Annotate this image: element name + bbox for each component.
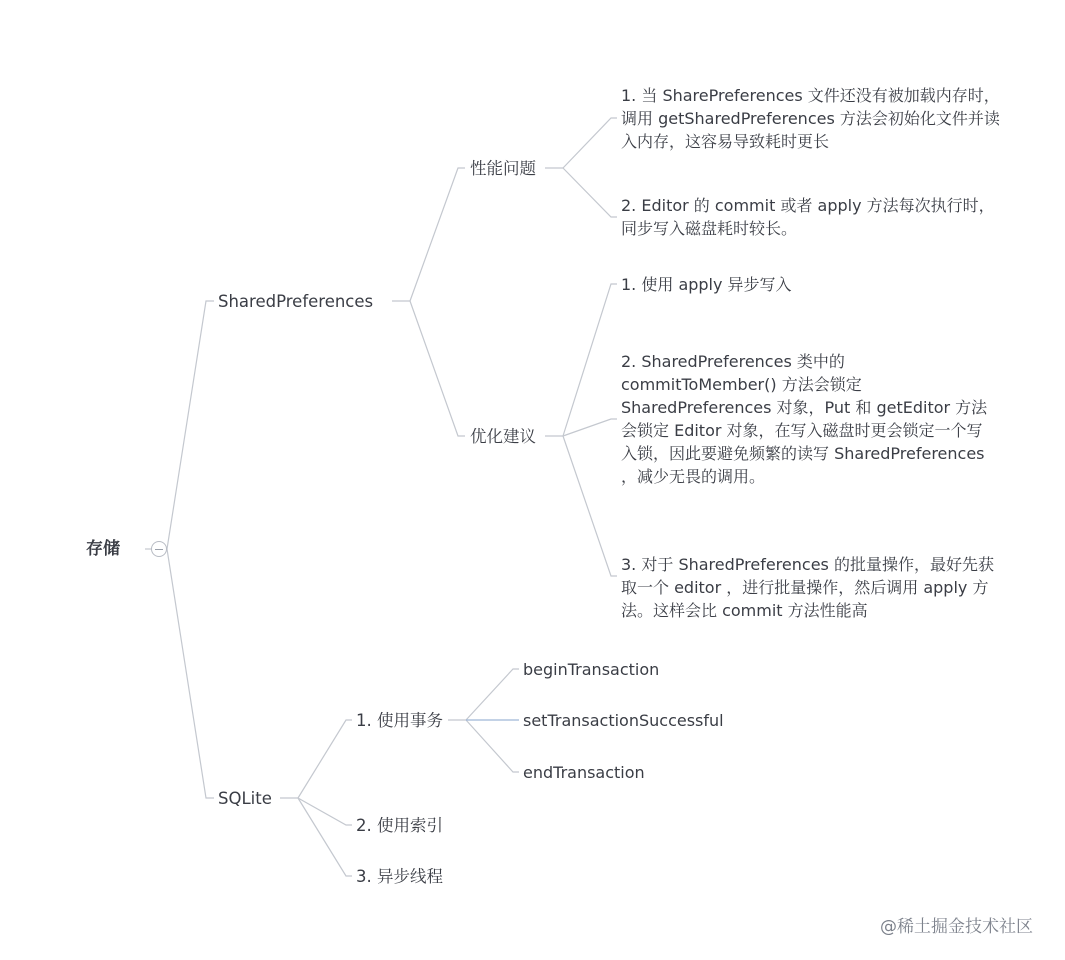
node-sharedpreferences[interactable]: SharedPreferences: [218, 292, 374, 311]
opt-item-1[interactable]: 1. 使用 apply 异步写入: [621, 275, 792, 294]
node-sqlite[interactable]: SQLite: [218, 789, 272, 808]
link-perf-2: [563, 168, 617, 217]
perf-item-2[interactable]: 2. Editor 的 commit 或者 apply 方法每次执行时，同步写入磁盘耗时较长。: [621, 196, 995, 238]
link-sqlite-tx: [298, 720, 352, 798]
opt-item-3[interactable]: 3. 对于 SharedPreferences 的批量操作，最好先获取一个 editor ，进行批量操作，然后调用 apply 方法。这样会比 commit 方法性能高: [621, 555, 994, 620]
tx-item-end[interactable]: endTransaction: [523, 763, 645, 782]
root-node-storage[interactable]: 存储: [86, 539, 120, 559]
node-async-thread[interactable]: 3. 异步线程: [356, 867, 443, 886]
node-use-index[interactable]: 2. 使用索引: [356, 816, 443, 835]
link-opt-1: [563, 284, 617, 436]
collapse-toggle-icon[interactable]: [151, 541, 167, 557]
tx-item-begin[interactable]: beginTransaction: [523, 660, 660, 679]
node-optimization-tips[interactable]: 优化建议: [470, 427, 536, 446]
node-use-transaction[interactable]: 1. 使用事务: [356, 711, 443, 730]
tx-item-set-successful[interactable]: setTransactionSuccessful: [523, 711, 724, 730]
link-sp-perf: [410, 168, 465, 301]
link-tx-1: [466, 669, 519, 720]
link-sqlite-thread: [298, 798, 352, 876]
link-opt-3: [563, 436, 617, 576]
link-perf-1: [563, 118, 617, 168]
link-tx-3: [466, 720, 519, 772]
watermark: @稀土掘金技术社区: [880, 917, 1033, 937]
link-opt-2: [563, 419, 617, 436]
opt-item-2[interactable]: 2. SharedPreferences 类中的 commitToMember() 方法会锁定 SharedPreferences 对象，Put 和 getEditor 方法会锁定 Editor 对象，在写入磁盘时更会锁定一个写入锁，因此要避免频繁的读写 SharedPreferences ，减少无畏的调用。: [621, 352, 988, 486]
node-performance-issues[interactable]: 性能问题: [470, 159, 536, 178]
link-sp-opt: [410, 301, 465, 436]
link-root-sqlite: [167, 549, 214, 798]
perf-item-1[interactable]: 1. 当 SharePreferences 文件还没有被加载内存时，调用 getSharedPreferences 方法会初始化文件并读入内存，这容易导致耗时更长: [621, 86, 1000, 151]
link-root-sp: [167, 301, 214, 549]
